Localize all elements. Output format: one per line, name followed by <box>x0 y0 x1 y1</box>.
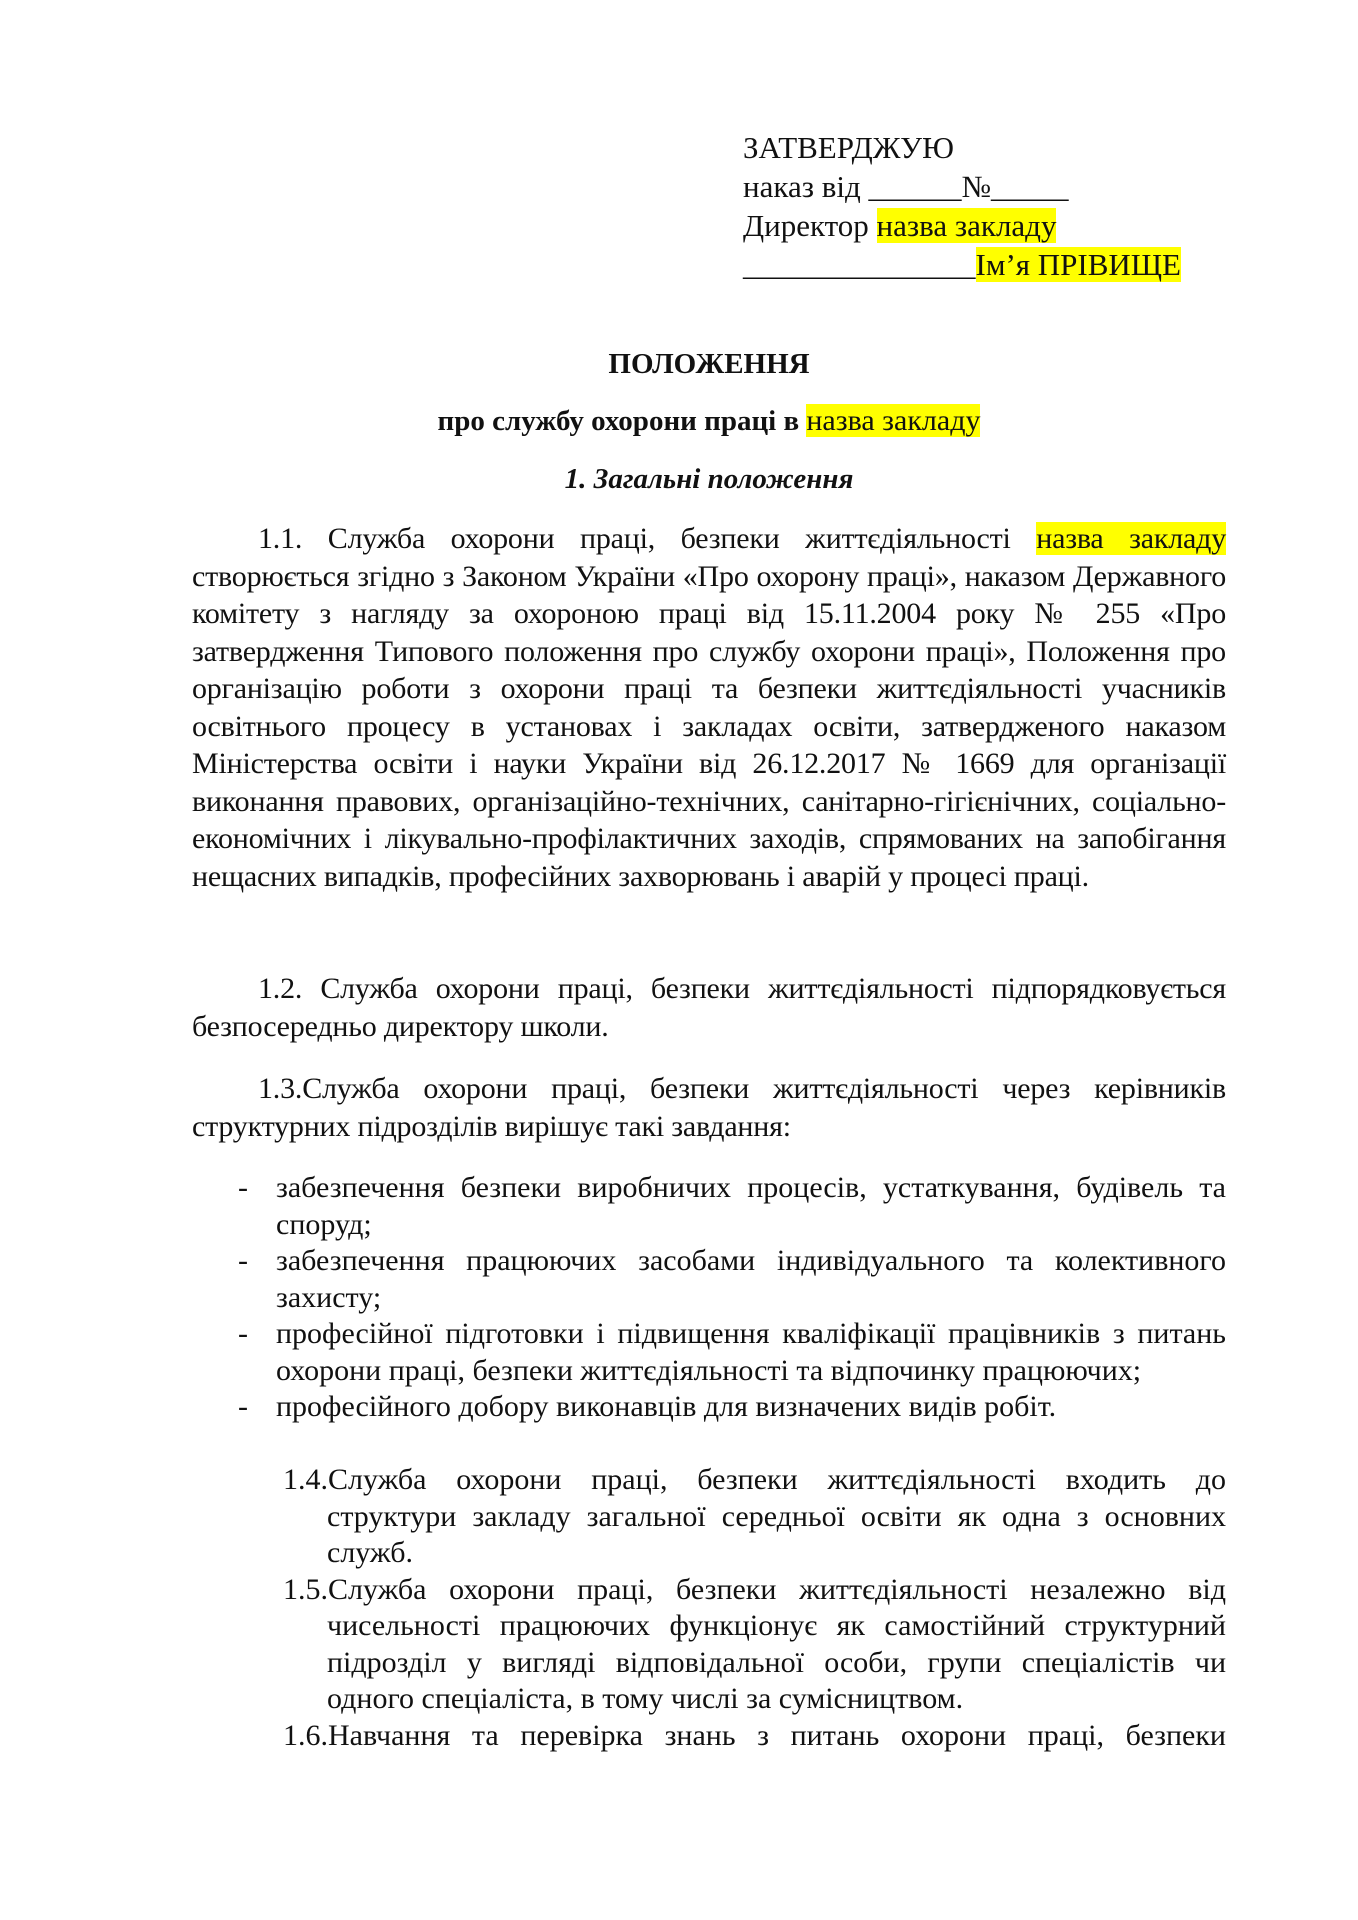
approval-block <box>743 128 1181 284</box>
order-reference-line: наказ від ______№_____ <box>743 169 1069 204</box>
signature-blank: _______________ <box>743 247 976 282</box>
signature-line <box>743 245 1181 284</box>
director-name-placeholder: Ім’я ПРІВИЩЕ <box>975 247 1181 282</box>
document-subtitle <box>0 404 1358 438</box>
paragraph-institution-placeholder: назва закладу <box>1036 522 1226 555</box>
paragraph-1-2-text: 1.2. Служба охорони праці, безпеки життєдіяльності підпорядковується безпосередньо директору школи. <box>192 972 1226 1043</box>
list-item: - професійного добору виконавців для визначених видів робіт. <box>192 1389 1226 1426</box>
document-title: ПОЛОЖЕННЯ <box>608 348 810 380</box>
list-item: - забезпечення безпеки виробничих процесів, устаткування, будівель та споруд; <box>238 1171 1226 1241</box>
list-item: - професійної підготовки і підвищення кваліфікації працівників з питань охорони праці, безпеки життєдіяльності та відпочинку працюючих; <box>238 1317 1226 1387</box>
dash-bullet-icon: - <box>238 1171 248 1204</box>
dash-bullet-icon: - <box>238 1244 248 1277</box>
dash-bullet-icon: - <box>238 1317 248 1350</box>
institution-name-placeholder: назва закладу <box>876 208 1057 243</box>
task-list <box>192 1170 1226 1426</box>
subtitle-institution-placeholder: назва закладу <box>806 404 981 437</box>
section-heading: 1. Загальні положення <box>564 463 854 495</box>
list-item: - забезпечення працюючих засобами індивідуального та колективного захисту; <box>238 1244 1226 1314</box>
paragraph-1-1 <box>192 520 1226 895</box>
director-line <box>743 206 1181 245</box>
numbered-paragraphs <box>283 1462 1226 1754</box>
approval-heading: ЗАТВЕРДЖУЮ <box>743 130 954 165</box>
paragraph-1-6: 1.6.Навчання та перевірка знань з питань охорони праці, безпеки <box>283 1718 1226 1752</box>
paragraph-1-2 <box>192 970 1226 1045</box>
paragraph-1-5: 1.5.Служба охорони праці, безпеки життєдіяльності незалежно від чисельності працюючих функціонує як самостійний структурний підрозділ у вигляді відповідальної особи, групи спеціалістів чи одного спеціаліста, в тому числі за сумісництвом. <box>283 1572 1226 1715</box>
paragraph-1-4: 1.4.Служба охорони праці, безпеки життєдіяльності входить до структури закладу загальної середньої освіти як одна з основних служб. <box>283 1463 1226 1569</box>
paragraph-1-1-start: 1.1. Служба охорони праці, безпеки життєдіяльності <box>258 522 1037 555</box>
paragraph-1-1-rest: створюється згідно з Законом України «Про охорону праці», наказом Державного комітету з нагляду за охороною праці від 15.11.2004 року № 255 «Про затвердження Типового положення про службу охорони праці», Положення про організацію роботи з охорони праці та безпеки життєдіяльності учасників освітнього процесу в установах і закладах освіти, затвердженого наказом Міністерства освіти і науки України від 26.12.2017 № 1669 для організації виконання правових, організаційно-технічних, санітарно-гігієнічних, соціально-економічних і лікувально-профілактичних заходів, спрямованих на запобігання нещасних випадків, професійних захворювань і аварій у процесі праці. <box>192 559 1226 893</box>
dash-bullet-icon: - <box>238 1390 248 1423</box>
subtitle-text: про службу охорони праці в <box>437 405 807 437</box>
paragraph-1-3-text: 1.3.Служба охорони праці, безпеки життєдіяльності через керівників структурних підрозділів вирішує такі завдання: <box>192 1072 1226 1143</box>
director-label: Директор <box>743 208 877 243</box>
paragraph-1-3 <box>192 1070 1226 1145</box>
